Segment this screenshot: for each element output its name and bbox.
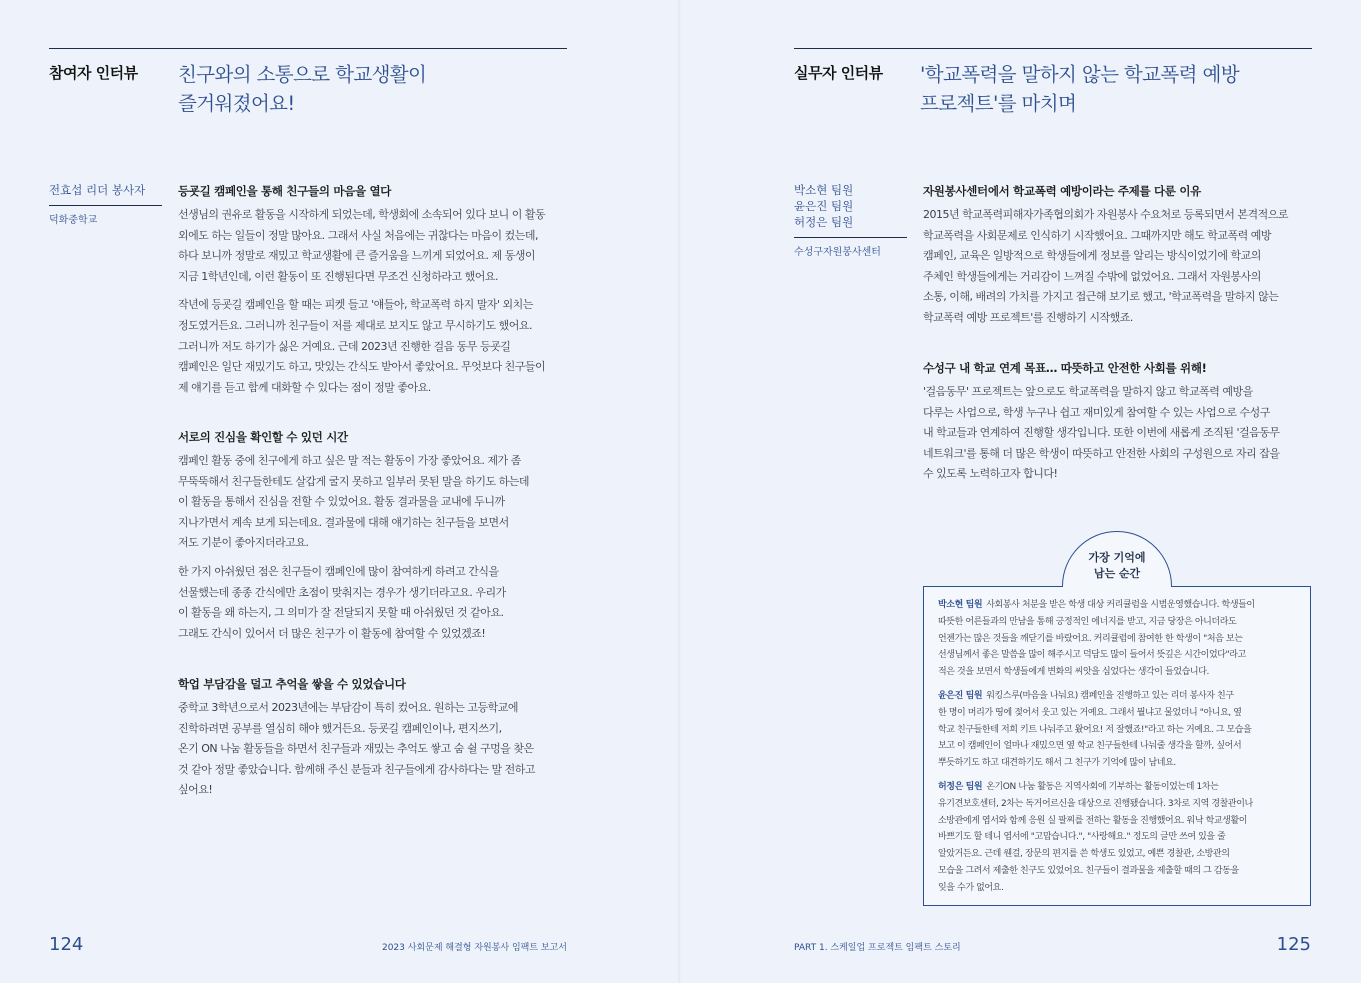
memory-entry [938,597,1255,681]
interviewee-name: 박소현 팀원 [794,183,854,197]
page-number: 125 [1276,934,1311,955]
paragraph [923,205,1288,329]
paragraph [923,382,1280,485]
block-heading: 자원봉사센터에서 학교폭력 예방이라는 주제를 다룬 이유 [923,184,1201,198]
memory-name: 윤은진 팀원 [938,691,983,701]
text-line: 학교폭력을 사회문제로 인식하기 시작했어요. 그때까지만 해도 학교폭력 예방 [923,228,1272,242]
memory-line: 한 명이 머리가 띵에 젖어서 웃고 있는 거예요. 그래서 뭘냐고 물었더니 "아니요, 옆 [938,707,1242,718]
paragraph [178,205,545,287]
paragraph [178,698,535,801]
memory-name: 박소현 팀원 [938,600,983,610]
memory-line: 모습을 그려서 제출한 친구도 있었어요. 친구들이 결과물을 제출할 때의 그 감동을 [938,865,1239,876]
memory-line: 선생님께서 좋은 말씀을 많이 해주시고 덕담도 많이 들어서 뜻깊은 시간이었다"라고 [938,650,1246,661]
text-line: 캠페인 활동 중에 친구에게 하고 싶은 말 적는 활동이 가장 좋았어요. 제가 좀 [178,454,521,467]
interviewee-org: 수성구자원봉사센터 [794,247,881,258]
memory-line: 소방관에게 엽서와 함께 응원 실 팔찌를 전하는 활동을 진행했어요. 워낙 학교생활이 [938,815,1248,826]
text-line: 이 활동을 왜 하는지, 그 의미가 잘 전달되지 못할 때 아쉬웠던 것 같아요. [178,606,504,620]
text-line: 이 활동을 통해서 진심을 전할 수 있었어요. 활동 결과물을 교내에 두니까 [178,495,505,509]
text-line: 무뚝뚝해서 친구들한테도 살갑게 굴지 못하고 일부러 못된 말을 하기도 하는데 [178,474,529,488]
top-rule [794,48,1312,49]
memory-line [938,779,1253,796]
interviewee-names [794,182,853,230]
text-line: 싶어요! [178,783,213,797]
block-heading: 등굣길 캠페인을 통해 친구들의 마음을 열다 [178,184,392,198]
text-line: 제 얘기를 듣고 함께 대화할 수 있다는 점이 정말 좋아요. [178,380,431,394]
interviewee-org: 덕화중학교 [49,215,98,226]
text-line: 학교폭력 예방 프로젝트'를 진행하기 시작했죠. [923,310,1133,324]
text-line: 진학하려면 공부를 열심히 해야 했거든요. 등굣길 캠페인이나, 편지쓰기, [178,721,502,735]
footer-text: PART 1. 스케일업 프로젝트 임팩트 스토리 [794,943,961,953]
interview-block [178,676,535,809]
text-line: 수 있도록 노력하고자 합니다! [923,467,1058,481]
memory-text: 사회봉사 처분을 받은 학생 대상 커리큘럼을 시범운영했습니다. 학생들이 [986,600,1255,610]
memory-text: 워킹스루(마음을 나눠요) 캠페인을 진행하고 있는 리더 봉사자 친구 [986,691,1234,701]
paragraph [178,562,529,644]
headline-line: 프로젝트'를 마치며 [920,92,1077,115]
text-line: 온기 ON 나눔 활동들을 하면서 친구들과 재밌는 추억도 쌓고 숨 쉴 구멍을 찾은 [178,742,534,756]
text-line: 선생님의 권유로 활동을 시작하게 되었는데, 학생회에 소속되어 있다 보니 이 활동 [178,208,546,221]
memory-line: 적은 것을 보면서 학생들에게 변화의 씨앗을 심었다는 생각이 들었습니다. [938,667,1209,678]
section-label: 참여자 인터뷰 [49,64,138,82]
memory-line: 뿌듯하기도 하고 대견하기도 해서 그 친구가 기억에 많이 남네요. [938,758,1176,769]
memory-text: 온기ON 나눔 활동은 지역사회에 기부하는 활동이었는데 1차는 [986,782,1219,792]
memory-name: 허정은 팀원 [938,782,983,792]
text-line: 것 같아 정말 좋았습니다. 함께해 주신 분들과 친구들에게 감사하다는 말 전하고 [178,762,535,776]
block-heading: 수성구 내 학교 연계 목표… 따뜻하고 안전한 사회를 위해! [923,361,1207,375]
right-page [681,0,1361,983]
memory-entry [938,779,1253,897]
top-rule [49,48,567,49]
paragraph [178,295,545,398]
memory-line [938,688,1251,705]
interviewee-name: 전효섭 리더 봉사자 [49,183,146,197]
headline-line: 즐거워졌어요! [178,92,295,115]
interviewee-name: 허정은 팀원 [794,215,854,229]
headline-line: 친구와의 소통으로 학교생활이 [178,63,427,86]
memory-title-line: 가장 기억에 [1088,551,1146,564]
section-label: 실무자 인터뷰 [794,64,883,82]
text-line: 한 가지 아쉬웠던 점은 친구들이 캠페인에 많이 참여하게 하려고 간식을 [178,564,499,578]
text-line: 외에도 하는 일들이 정말 많아요. 그래서 사실 처음에는 귀찮다는 마음이 컸는데, [178,228,538,242]
page-number: 124 [49,934,84,955]
text-line: 그래도 간식이 있어서 더 많은 친구가 이 활동에 참여할 수 있었겠죠! [178,626,486,640]
interview-block [923,360,1280,493]
text-line: 네트워크'를 통해 더 많은 학생이 따뜻하고 안전한 사회의 구성원으로 자리 잡을 [923,446,1280,460]
block-heading: 서로의 진심을 확인할 수 있던 시간 [178,430,348,444]
memory-line: 보고 이 캠페인이 얼마나 재밌으면 옆 학교 친구들한테 나눠줄 생각을 할까, 싶어서 [938,741,1242,752]
text-line: 지나가면서 계속 보게 되는데요. 결과물에 대해 얘기하는 친구들을 보면서 [178,515,509,529]
text-line: 하다 보니까 정말로 재밌고 학교생활에 큰 즐거움을 느끼게 되었어요. 제 동생이 [178,249,535,263]
memory-entry [938,688,1251,772]
headline-line: '학교폭력을 말하지 않는 학교폭력 예방 [920,63,1239,86]
text-line: 주체인 학생들에게는 거리감이 느껴질 수밖에 없었어요. 그래서 자원봉사의 [923,269,1261,283]
text-line: 정도였거든요. 그러니까 친구들이 저를 제대로 보지도 않고 무시하기도 했어요. [178,318,532,332]
footer-text: 2023 사회문제 해결형 자원봉사 임팩트 보고서 [381,943,567,953]
side-rule [49,205,162,206]
memory-title-tab [1062,531,1172,587]
interview-block [178,429,529,652]
text-line: 작년에 등굣길 캠페인을 할 때는 피켓 들고 '얘들아, 학교폭력 하지 말자' 외치는 [178,298,533,312]
memory-line [938,597,1255,614]
paragraph [178,451,529,554]
memory-line: 따뜻한 어른들과의 만남을 통해 긍정적인 에너지를 받고, 지금 당장은 아니더라도 [938,616,1237,627]
headline [178,60,426,118]
memory-line: 바쁘기도 할 테니 엽서에 "고맙습니다.", "사랑해요." 정도의 글만 쓰여 있을 줄 [938,832,1226,843]
memory-line: 학교 친구들한테 저희 키트 나눠주고 왔어요! 저 잘했죠!"라고 하는 거예요. 그 모습을 [938,724,1252,735]
block-heading: 학업 부담감을 덜고 추억을 쌓을 수 있었습니다 [178,677,406,691]
memory-line: 유기견보호센터, 2차는 독거어르신을 대상으로 진행됐습니다. 3차로 지역 경찰관이나 [938,798,1253,809]
side-rule [794,237,907,238]
text-line: 다루는 사업으로, 학생 누구나 쉽고 재미있게 참여할 수 있는 사업으로 수성구 [923,405,1270,419]
interviewee-name: 윤은진 팀원 [794,199,854,213]
text-line: '걸음동무' 프로젝트는 앞으로도 학교폭력을 말하지 않고 학교폭력 예방을 [923,385,1253,398]
text-line: 캠페인, 교육은 일방적으로 학생들에게 정보를 알리는 방식이었기에 학교의 [923,249,1261,263]
memory-line: 잊을 수가 없어요. [938,882,1004,893]
text-line: 2015년 학교폭력피해자가족협의회가 자원봉사 수요처로 등록되면서 본격적으로 [923,208,1289,221]
text-line: 소통, 이해, 배려의 가치를 가지고 접근해 보기로 했고, '학교폭력을 말하지 않는 [923,290,1279,304]
interviewee-names [49,182,145,198]
text-line: 내 학교들과 연계하여 진행할 생각입니다. 또한 이번에 새롭게 조직된 '걸음동무 [923,426,1280,440]
text-line: 선물했는데 종종 간식에만 초점이 맞춰지는 경우가 생기더라고요. 우리가 [178,585,506,599]
text-line: 저도 기분이 좋아지더라고요. [178,536,309,550]
text-line: 그러니까 저도 하기가 싫은 거예요. 근데 2023년 진행한 걸음 동무 등굣길 [178,339,511,353]
text-line: 캠페인은 일단 재밌기도 하고, 맛있는 간식도 받아서 좋았어요. 무엇보다 친구들이 [178,360,546,374]
memory-tab-join [1063,585,1171,588]
memory-line: 알았거든요. 근데 웬걸, 장문의 편지를 쓴 학생도 있었고, 예쁜 경찰관, 소방관의 [938,849,1230,860]
memory-line: 언젠가는 많은 것들을 깨닫기를 바랐어요. 커리큘럼에 참여한 한 학생이 "처음 보는 [938,633,1243,644]
left-page [0,0,680,983]
text-line: 중학교 3학년으로서 2023년에는 부담감이 특히 컸어요. 원하는 고등학교에 [178,701,518,714]
headline [920,60,1239,118]
text-line: 지금 1학년인데, 이런 활동이 또 진행된다면 무조건 신청하라고 했어요. [178,269,498,283]
interview-block [923,183,1288,337]
interview-block [178,183,545,406]
memory-title-line: 남는 순간 [1093,567,1141,580]
